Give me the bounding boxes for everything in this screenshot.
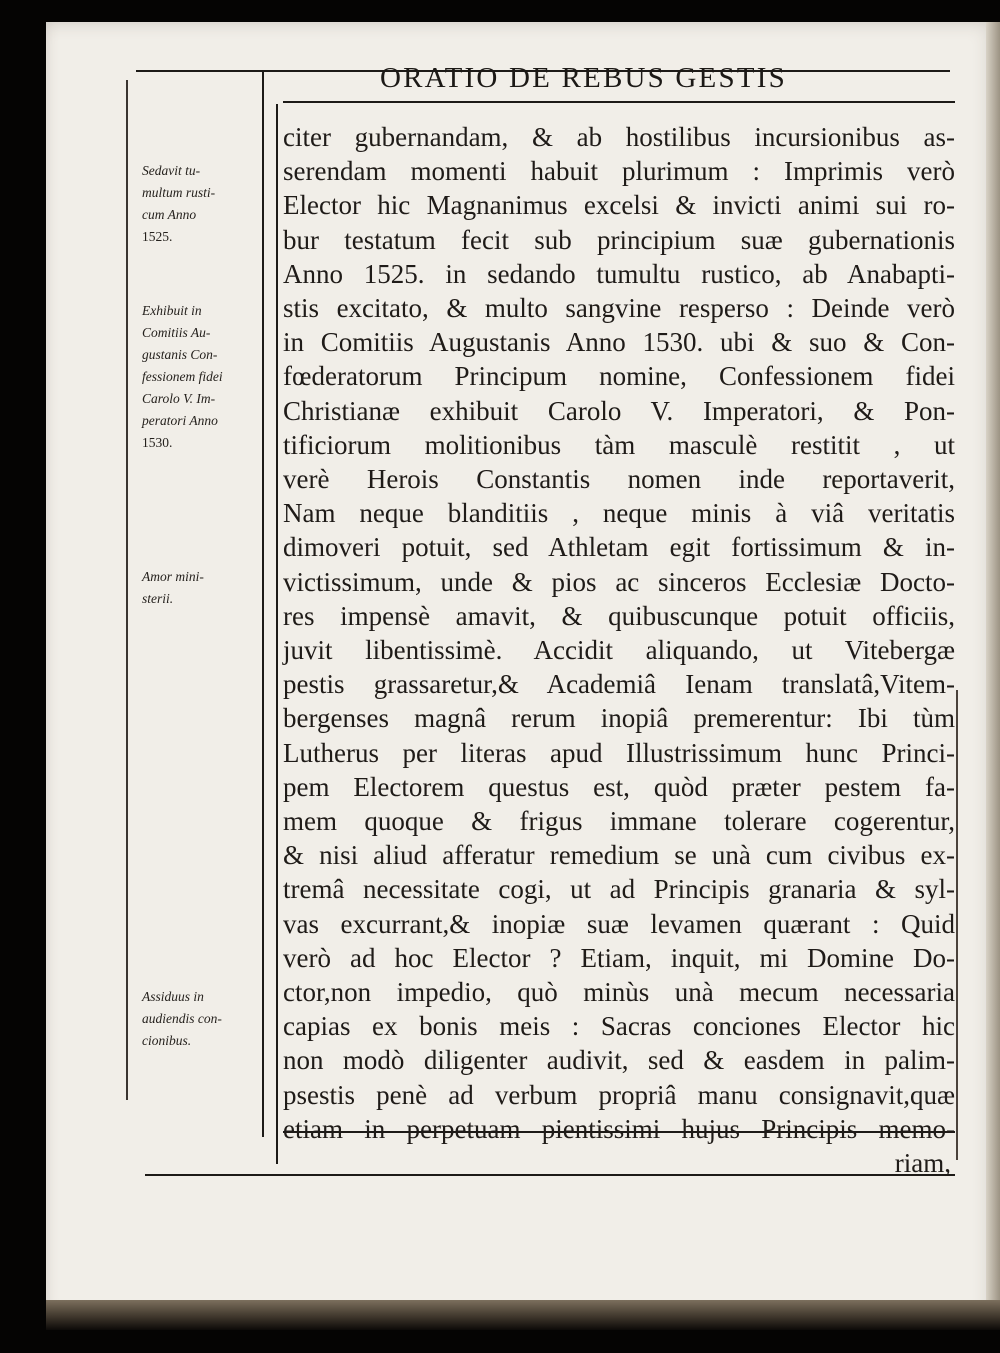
margin-note-line: Comitiis Au- (142, 325, 211, 340)
body-line: tificiorum molitionibus tàm masculè restitit , ut (283, 429, 955, 460)
margin-note-line: multum rusti- (142, 185, 216, 200)
body-line: citer gubernandam, & ab hostilibus incursionibus as- (283, 122, 955, 152)
body-line: stis excitato, & multo sangvine resperso : Deinde verò (283, 293, 955, 324)
body-line: vas excurrant,& inopiæ suæ levamen quærant : Quid (283, 908, 955, 939)
body-line: mem quoque & frigus immane tolerare cogerentur, (283, 806, 955, 837)
body-line: pem Electorem questus est, quòd præter pestem fa- (283, 771, 955, 802)
body-line: victissimum, unde & pios ac sinceros Ecclesiæ Docto- (283, 566, 955, 597)
margin-note-1 (142, 160, 260, 248)
margin-note-line: audiendis con- (142, 1011, 222, 1026)
margin-note-2 (142, 300, 260, 454)
catchword: riam, (894, 1148, 951, 1179)
body-line: dimoveri potuit, sed Athletam egit fortissimum & in- (283, 532, 955, 563)
body-line: pestis grassaretur,& Academiâ Ienam translatâ,Vitem- (283, 669, 955, 700)
header-underline (283, 101, 955, 103)
margin-inner-line (262, 72, 264, 1137)
body-line: Anno 1525. in sedando tumultu rustico, ab Anabapti- (283, 258, 955, 289)
margin-note-line: peratori Anno (142, 413, 218, 428)
body-line: serendam momenti habuit plurimum : Imprimis verò (283, 156, 955, 187)
page-right-edge (986, 22, 1000, 1312)
body-line: Lutherus per literas apud Illustrissimum hunc Princi- (283, 737, 955, 768)
body-text-block (283, 120, 955, 1180)
margin-note-line: Assiduus in (142, 989, 204, 1004)
body-line: in Comitiis Augustanis Anno 1530. ubi & suo & Con- (283, 327, 955, 358)
margin-note-line: 1530. (142, 435, 173, 450)
body-line: Nam neque blanditiis , neque minis à viâ veritatis (283, 498, 955, 529)
body-line: juvit libentissimè. Accidit aliquando, ut Vitebergæ (283, 635, 955, 666)
margin-note-line: cum Anno (142, 207, 197, 222)
body-line: Elector hic Magnanimus excelsi & invicti animi sui ro- (283, 190, 955, 221)
margin-note-line: Sedavit tu- (142, 163, 201, 178)
margin-note-line: Exhibuit in (142, 303, 202, 318)
body-line: capias ex bonis meis : Sacras conciones Elector hic (283, 1011, 955, 1042)
body-line: ctor,non impedio, quò minùs unà mecum necessaria (283, 977, 955, 1008)
body-line: etiam in perpetuam pientissimi hujus Principis memo- (283, 1113, 955, 1144)
margin-note-line: sterii. (142, 591, 174, 606)
margin-note-line: Carolo V. Im- (142, 391, 216, 406)
body-line: res impensè amavit, & quibuscunque potuit officiis, (283, 600, 955, 631)
margin-note-line: Amor mini- (142, 569, 204, 584)
margin-note-line: 1525. (142, 229, 173, 244)
margin-note-3 (142, 566, 260, 610)
body-line: psestis penè ad verbum propriâ manu consignavit,quæ (283, 1079, 955, 1110)
page-bottom-edge (46, 1300, 1000, 1330)
body-line: verè Herois Constantis nomen inde reportaverit, (283, 464, 955, 495)
margin-note-line: fessionem fidei (142, 369, 223, 384)
body-line: tremâ necessitate cogi, ut ad Principis granaria & syl- (283, 874, 955, 905)
body-line: verò ad hoc Elector ? Etiam, inquit, mi Domine Do- (283, 942, 955, 973)
body-line: Christianæ exhibuit Carolo V. Imperatori, & Pon- (283, 395, 955, 426)
margin-note-4 (142, 986, 260, 1052)
margin-note-line: gustanis Con- (142, 347, 218, 362)
body-right-line (956, 690, 958, 1160)
body-left-line (276, 104, 278, 1164)
body-line: non modò diligenter audivit, sed & easdem in palim- (283, 1045, 955, 1076)
body-line: fœderatorum Principum nomine, Confessionem fidei (283, 361, 955, 392)
margin-outer-line (126, 80, 128, 1100)
body-line: bur testatum fecit sub principium suæ gubernationis (283, 224, 955, 255)
running-title: ORATIO DE REBUS GESTIS (380, 62, 787, 94)
body-line: & nisi aliud afferatur remedium se unà cum civibus ex- (283, 840, 955, 871)
margin-note-line: cionibus. (142, 1033, 192, 1048)
body-line: bergenses magnâ rerum inopiâ premerentur: Ibi tùm (283, 703, 955, 734)
